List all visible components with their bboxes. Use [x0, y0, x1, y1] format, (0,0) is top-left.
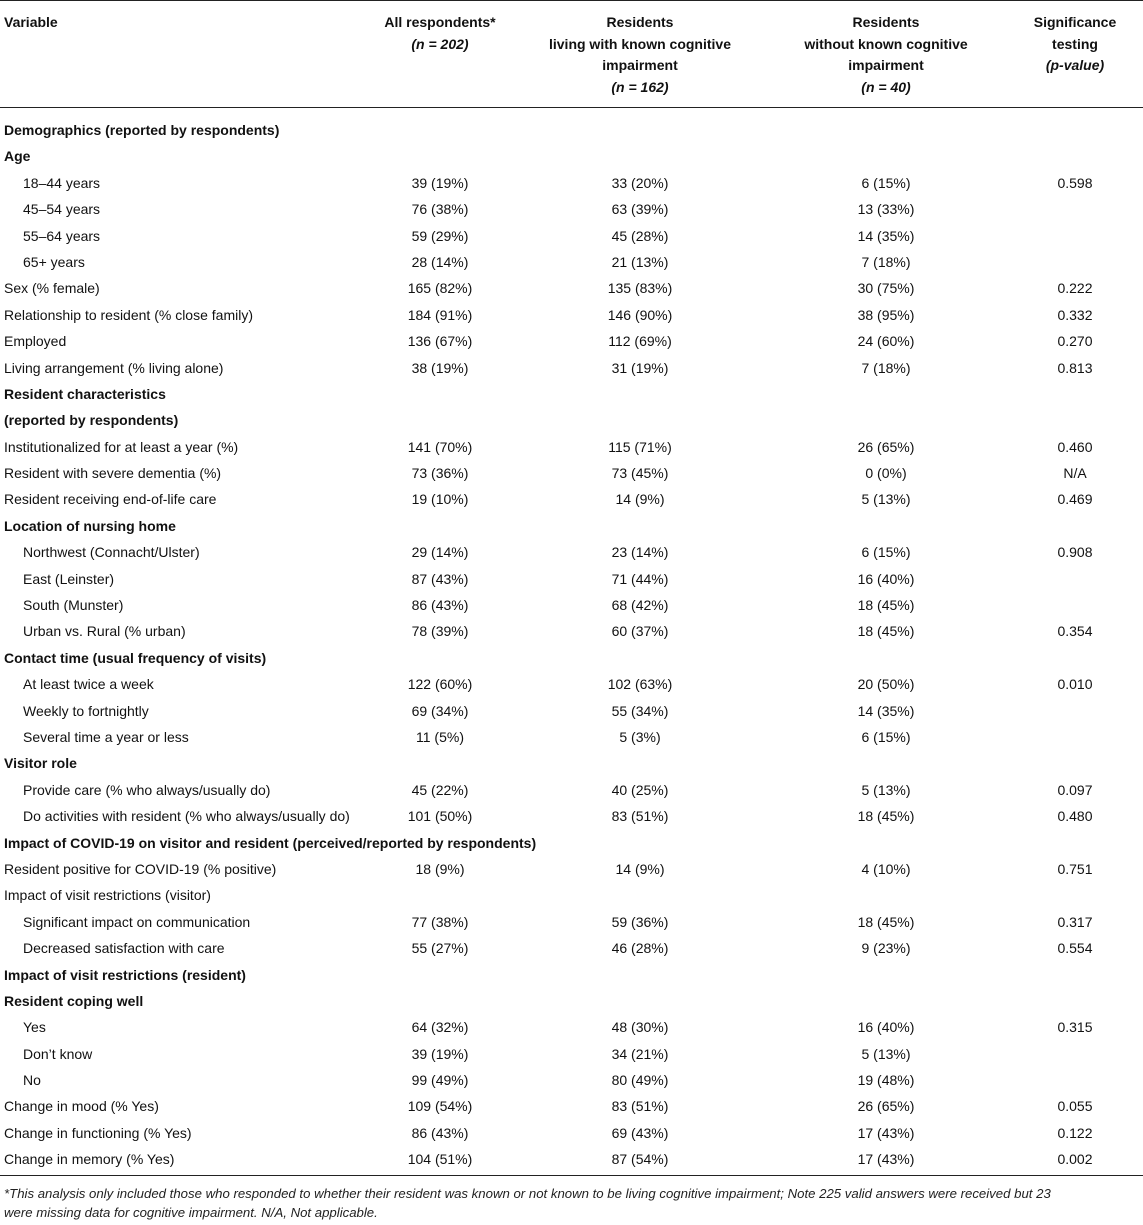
cell-all-respondents: 55 (27%) [411, 940, 469, 957]
cell-cognitive-impairment: 80 (49%) [611, 1072, 669, 1089]
table-row [0, 618, 1143, 644]
cell-all-respondents: 76 (38%) [411, 201, 469, 218]
cell-cognitive-impairment: 48 (30%) [611, 1019, 669, 1036]
cell-all-respondents: 73 (36%) [411, 465, 469, 482]
cell-cognitive-impairment: 60 (37%) [611, 623, 669, 640]
cell-p-value: 0.332 [1057, 306, 1093, 323]
cell-no-cognitive-impairment: 16 (40%) [857, 1019, 915, 1036]
table-row [0, 671, 1143, 697]
cell-all-respondents: 38 (19%) [411, 359, 469, 376]
row-label: No [23, 1072, 41, 1089]
table-row [0, 724, 1143, 750]
row-label: Demographics (reported by respondents) [4, 122, 280, 138]
cell-no-cognitive-impairment: 17 (43%) [857, 1124, 915, 1141]
cell-cognitive-impairment: 14 (9%) [615, 860, 665, 877]
bottom-rule [0, 1175, 1143, 1176]
cell-cognitive-impairment: 31 (19%) [611, 359, 669, 376]
cell-all-respondents: 165 (82%) [407, 280, 473, 297]
table-row [0, 1014, 1143, 1040]
section-header-row [0, 962, 1143, 988]
cell-all-respondents: 109 (54%) [407, 1098, 473, 1115]
row-label: Several time a year or less [23, 728, 189, 745]
cell-all-respondents: 39 (19%) [411, 174, 469, 191]
cell-all-respondents: 29 (14%) [411, 544, 469, 561]
section-header-row [0, 645, 1143, 671]
cell-no-cognitive-impairment: 6 (15%) [861, 728, 911, 745]
cell-cognitive-impairment: 83 (51%) [611, 808, 669, 825]
cell-cognitive-impairment: 68 (42%) [611, 597, 669, 614]
row-label: Urban vs. Rural (% urban) [23, 623, 186, 640]
table-row [0, 592, 1143, 618]
row-label: Institutionalized for at least a year (%) [4, 438, 239, 455]
cell-p-value: 0.598 [1057, 174, 1093, 191]
row-label: Resident coping well [4, 992, 144, 1009]
table-row [0, 302, 1143, 328]
cell-cognitive-impairment: 135 (83%) [607, 280, 673, 297]
table-header [0, 0, 1143, 107]
cell-cognitive-impairment: 83 (51%) [611, 1098, 669, 1115]
table-row [0, 486, 1143, 512]
cell-p-value: 0.222 [1057, 280, 1093, 297]
cell-no-cognitive-impairment: 38 (95%) [857, 306, 915, 323]
table-row [0, 223, 1143, 249]
cell-no-cognitive-impairment: 4 (10%) [861, 860, 911, 877]
cell-p-value: 0.480 [1057, 808, 1093, 825]
cell-all-respondents: 45 (22%) [411, 781, 469, 798]
table-row [0, 935, 1143, 961]
cell-all-respondents: 64 (32%) [411, 1019, 469, 1036]
cell-p-value: 0.554 [1057, 940, 1093, 957]
section-header-row [0, 750, 1143, 776]
table-row [0, 803, 1143, 829]
cell-no-cognitive-impairment: 5 (13%) [861, 1045, 911, 1062]
cell-cognitive-impairment: 55 (34%) [611, 702, 669, 719]
cell-all-respondents: 136 (67%) [407, 333, 473, 350]
row-label: Age [4, 148, 31, 165]
cell-cognitive-impairment: 5 (3%) [619, 728, 661, 745]
cell-p-value: 0.354 [1057, 623, 1093, 640]
table-row [0, 698, 1143, 724]
cell-all-respondents: 184 (91%) [407, 306, 473, 323]
row-label: Resident positive for COVID-19 (% positive) [4, 860, 277, 877]
row-label: Impact of visit restrictions (resident) [4, 966, 246, 983]
header-nci-n: (n = 40) [861, 78, 911, 95]
row-label: At least twice a week [23, 676, 154, 693]
table-row [0, 566, 1143, 592]
header-cognitive-impairment: Residents living with known cognitive impairment (n = 162) [520, 12, 760, 98]
cell-all-respondents: 141 (70%) [407, 438, 473, 455]
row-label: Resident receiving end-of-life care [4, 491, 217, 508]
cell-cognitive-impairment: 46 (28%) [611, 940, 669, 957]
row-label: (reported by respondents) [4, 412, 179, 429]
row-label: Significant impact on communication [23, 913, 251, 930]
cell-all-respondents: 122 (60%) [407, 676, 473, 693]
table-row [0, 196, 1143, 222]
cell-p-value: 0.122 [1057, 1124, 1093, 1141]
table-row [0, 1120, 1143, 1146]
cell-cognitive-impairment: 21 (13%) [611, 253, 669, 270]
row-label: Impact of COVID-19 on visitor and resident (perceived/reported by respondents) [4, 834, 537, 851]
header-all-n: (n = 202) [411, 35, 469, 52]
cell-cognitive-impairment: 45 (28%) [611, 227, 669, 244]
row-label: Decreased satisfaction with care [23, 940, 225, 957]
row-label: Living arrangement (% living alone) [4, 359, 224, 376]
cell-no-cognitive-impairment: 17 (43%) [857, 1151, 915, 1168]
table-row [0, 1146, 1143, 1172]
cell-no-cognitive-impairment: 18 (45%) [857, 913, 915, 930]
table-row [0, 539, 1143, 565]
section-header-row [0, 143, 1143, 169]
cell-cognitive-impairment: 71 (44%) [611, 570, 669, 587]
table-row [0, 460, 1143, 486]
row-label: Yes [23, 1019, 46, 1036]
section-header-row [0, 830, 1143, 856]
cell-all-respondents: 99 (49%) [411, 1072, 469, 1089]
row-label: Change in functioning (% Yes) [4, 1124, 192, 1141]
table-footnote: *This analysis only included those who responded to whether their resident was known or not known to be living cognitive impairment; Note 225 valid answers were received but 23 were missing data for cognitive impairment. N/A, Not applicable. [4, 1186, 1051, 1220]
table-row [0, 1041, 1143, 1067]
table-row [0, 170, 1143, 196]
row-label: Resident with severe dementia (%) [4, 465, 222, 482]
cell-p-value: 0.908 [1057, 544, 1093, 561]
cell-cognitive-impairment: 23 (14%) [611, 544, 669, 561]
cell-no-cognitive-impairment: 26 (65%) [857, 438, 915, 455]
header-rule [0, 107, 1143, 108]
cell-p-value: 0.317 [1057, 913, 1093, 930]
cell-p-value: 0.460 [1057, 438, 1093, 455]
row-label: Change in mood (% Yes) [4, 1098, 159, 1115]
row-label: Resident characteristics [4, 385, 166, 402]
row-label: Relationship to resident (% close family) [4, 306, 253, 323]
cell-all-respondents: 28 (14%) [411, 253, 469, 270]
cell-no-cognitive-impairment: 6 (15%) [861, 544, 911, 561]
row-label: Impact of visit restrictions (visitor) [4, 887, 211, 904]
cell-no-cognitive-impairment: 14 (35%) [857, 702, 915, 719]
cell-no-cognitive-impairment: 0 (0%) [865, 465, 907, 482]
cell-cognitive-impairment: 34 (21%) [611, 1045, 669, 1062]
table-row [0, 249, 1143, 275]
header-significance: Significance testing (p-value) [1010, 12, 1140, 77]
cell-p-value: N/A [1063, 465, 1087, 482]
cell-no-cognitive-impairment: 26 (65%) [857, 1098, 915, 1115]
row-label: Visitor role [4, 755, 77, 772]
cell-all-respondents: 11 (5%) [416, 728, 464, 745]
row-label: Do activities with resident (% who always/usually do) [23, 808, 350, 825]
section-header-row [0, 988, 1143, 1014]
cell-p-value: 0.002 [1057, 1151, 1093, 1168]
cell-p-value: 0.010 [1057, 676, 1093, 693]
row-label: 65+ years [23, 253, 85, 270]
table-row [0, 1093, 1143, 1119]
cell-all-respondents: 18 (9%) [415, 860, 465, 877]
cell-all-respondents: 69 (34%) [411, 702, 469, 719]
row-label: Northwest (Connacht/Ulster) [23, 544, 200, 561]
cell-p-value: 0.315 [1057, 1019, 1093, 1036]
row-label: Sex (% female) [4, 280, 100, 297]
row-label: Weekly to fortnightly [23, 702, 149, 719]
cell-no-cognitive-impairment: 7 (18%) [861, 253, 911, 270]
cell-all-respondents: 78 (39%) [411, 623, 469, 640]
cell-no-cognitive-impairment: 20 (50%) [857, 676, 915, 693]
section-header-row [0, 381, 1143, 407]
header-no-cognitive-impairment: Residents without known cognitive impairment (n = 40) [772, 12, 1000, 98]
cell-cognitive-impairment: 102 (63%) [607, 676, 673, 693]
row-label: 55–64 years [23, 227, 101, 244]
table-row [0, 328, 1143, 354]
row-label: Location of nursing home [4, 517, 176, 534]
row-label: Don’t know [23, 1045, 93, 1062]
cell-p-value: 0.751 [1057, 860, 1093, 877]
cell-cognitive-impairment: 112 (69%) [608, 333, 672, 350]
row-label: Provide care (% who always/usually do) [23, 781, 271, 798]
row-label: Employed [4, 333, 67, 350]
table-row [0, 355, 1143, 381]
row-label: Change in memory (% Yes) [4, 1151, 175, 1168]
table-row [0, 882, 1143, 908]
header-p-value: (p-value) [1045, 57, 1105, 73]
cell-no-cognitive-impairment: 14 (35%) [857, 227, 915, 244]
cell-all-respondents: 86 (43%) [411, 597, 469, 614]
cell-all-respondents: 39 (19%) [411, 1045, 469, 1062]
table-row [0, 1067, 1143, 1093]
table-body [0, 117, 1143, 1173]
cell-no-cognitive-impairment: 5 (13%) [861, 781, 911, 798]
cell-p-value: 0.813 [1057, 359, 1093, 376]
cell-all-respondents: 77 (38%) [411, 913, 469, 930]
cell-no-cognitive-impairment: 7 (18%) [861, 359, 911, 376]
cell-all-respondents: 19 (10%) [411, 491, 469, 508]
cell-p-value: 0.270 [1057, 333, 1093, 350]
cell-cognitive-impairment: 14 (9%) [615, 491, 665, 508]
cell-no-cognitive-impairment: 16 (40%) [857, 570, 915, 587]
cell-cognitive-impairment: 146 (90%) [607, 306, 673, 323]
row-label: East (Leinster) [23, 570, 115, 587]
cell-no-cognitive-impairment: 19 (48%) [857, 1072, 915, 1089]
cell-no-cognitive-impairment: 30 (75%) [857, 280, 915, 297]
cell-all-respondents: 104 (51%) [407, 1151, 473, 1168]
cell-all-respondents: 86 (43%) [411, 1124, 469, 1141]
section-header-row [0, 407, 1143, 433]
row-label: Contact time (usual frequency of visits) [4, 649, 267, 666]
cell-p-value: 0.097 [1057, 781, 1093, 798]
table-row [0, 856, 1143, 882]
cell-no-cognitive-impairment: 24 (60%) [857, 333, 915, 350]
cell-cognitive-impairment: 115 (71%) [608, 438, 672, 455]
cell-p-value: 0.469 [1057, 491, 1093, 508]
row-label: 18–44 years [23, 174, 101, 191]
cell-no-cognitive-impairment: 5 (13%) [861, 491, 911, 508]
cell-all-respondents: 87 (43%) [411, 570, 469, 587]
table-row [0, 275, 1143, 301]
cell-no-cognitive-impairment: 13 (33%) [857, 201, 915, 218]
cell-no-cognitive-impairment: 18 (45%) [857, 597, 915, 614]
cell-no-cognitive-impairment: 6 (15%) [861, 174, 911, 191]
cell-no-cognitive-impairment: 18 (45%) [857, 623, 915, 640]
cell-cognitive-impairment: 73 (45%) [611, 465, 669, 482]
cell-p-value: 0.055 [1057, 1098, 1093, 1115]
header-ci-n: (n = 162) [611, 78, 669, 95]
row-label: 45–54 years [23, 201, 101, 218]
table-row [0, 777, 1143, 803]
table-row [0, 434, 1143, 460]
section-header-row [0, 117, 1143, 143]
cell-all-respondents: 101 (50%) [407, 808, 473, 825]
section-header-row [0, 513, 1143, 539]
cell-cognitive-impairment: 59 (36%) [611, 913, 669, 930]
header-variable: Variable [4, 14, 58, 30]
cell-cognitive-impairment: 40 (25%) [611, 781, 669, 798]
cell-all-respondents: 59 (29%) [411, 227, 469, 244]
cell-no-cognitive-impairment: 18 (45%) [857, 808, 915, 825]
cell-no-cognitive-impairment: 9 (23%) [861, 940, 911, 957]
cell-cognitive-impairment: 69 (43%) [611, 1124, 669, 1141]
header-all-respondents: All respondents* (n = 202) [370, 12, 510, 55]
cell-cognitive-impairment: 87 (54%) [611, 1151, 669, 1168]
cell-cognitive-impairment: 33 (20%) [611, 174, 669, 191]
row-label: South (Munster) [23, 597, 124, 614]
table-row [0, 909, 1143, 935]
cell-cognitive-impairment: 63 (39%) [611, 201, 669, 218]
